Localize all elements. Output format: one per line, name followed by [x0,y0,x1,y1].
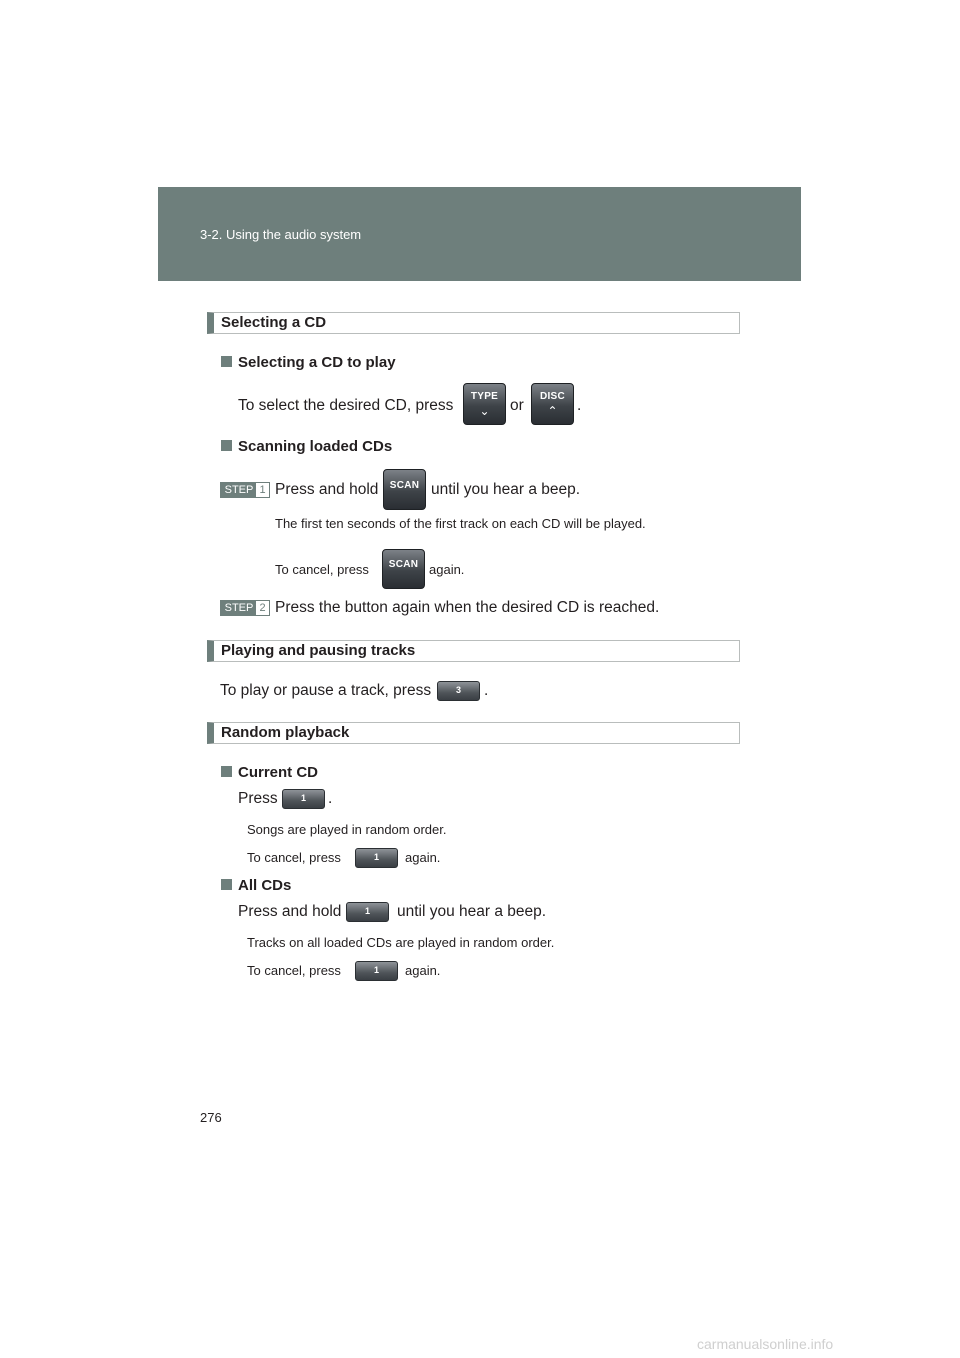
square-bullet-icon [221,356,232,367]
section-title-text: Selecting a CD [221,314,327,331]
watermark: carmanualsonline.info [697,1336,834,1352]
period-text: . [328,790,333,807]
preset-1-button-image: 1 [346,902,389,922]
cancel-post-text: again. [405,850,441,865]
step-number: 2 [256,601,269,615]
play-pause-text: To play or pause a track, press [220,682,432,699]
step-1-badge [220,482,270,498]
step-number: 1 [256,483,269,497]
subheading-select-cd [221,354,396,371]
step1-post-text: until you hear a beep. [431,481,581,498]
press-text: Press [238,790,278,807]
chevron-up-icon: ⌃ [547,404,558,418]
scan-note-text: The first ten seconds of the first track on each CD will be played. [275,516,646,531]
all-random-note-text: Tracks on all loaded CDs are played in random order. [247,935,555,950]
square-bullet-icon [221,879,232,890]
step-word: STEP [221,483,257,497]
section-breadcrumb: 3-2. Using the audio system [200,227,362,242]
subheading-all-cds [221,877,291,894]
section-title-text: Playing and pausing tracks [221,642,416,659]
disc-button-image [531,383,574,425]
hold-post-text: until you hear a beep. [397,903,547,920]
disc-button-label: DISC [539,391,566,402]
preset-1-button-image: 1 [282,789,325,809]
page-number: 276 [200,1110,222,1125]
step2-text: Press the button again when the desired CD is reached. [275,599,660,616]
subheading-text: All CDs [238,877,292,894]
period-text: . [577,397,582,414]
square-bullet-icon [221,440,232,451]
scan-button-label: SCAN [389,480,420,491]
subheading-current-cd [221,764,318,781]
step1-pre-text: Press and hold [275,481,379,498]
cancel-post-text: again. [405,963,441,978]
or-text: or [510,397,524,414]
header-band [158,187,801,281]
square-bullet-icon [221,766,232,777]
preset-1-button-image: 1 [355,961,398,981]
type-button-label: TYPE [470,391,499,402]
subheading-text: Current CD [238,764,319,781]
section-title-playing [207,640,740,662]
step-word: STEP [221,601,257,615]
cancel-pre-text: To cancel, press [247,850,341,865]
section-title-random [207,722,740,744]
cancel-pre-text: To cancel, press [247,963,341,978]
scan-button-image [383,469,426,510]
preset-3-button-image: 3 [437,681,480,701]
scan-button-label: SCAN [388,559,419,570]
chevron-down-icon: ⌄ [479,404,490,418]
scan-button-image [382,549,425,589]
random-note-text: Songs are played in random order. [247,822,447,837]
scan-cancel-pre-text: To cancel, press [275,562,369,577]
section-title-text: Random playback [221,724,350,741]
period-text: . [484,682,489,699]
subheading-scanning [221,438,392,455]
step-2-badge [220,600,270,616]
subheading-text: Selecting a CD to play [238,354,396,371]
section-title-selecting [207,312,740,334]
scan-cancel-post-text: again. [429,562,465,577]
select-instruction-text: To select the desired CD, press [238,397,454,414]
subheading-text: Scanning loaded CDs [238,438,393,455]
preset-1-button-image: 1 [355,848,398,868]
hold-pre-text: Press and hold [238,903,342,920]
type-button-image [463,383,506,425]
